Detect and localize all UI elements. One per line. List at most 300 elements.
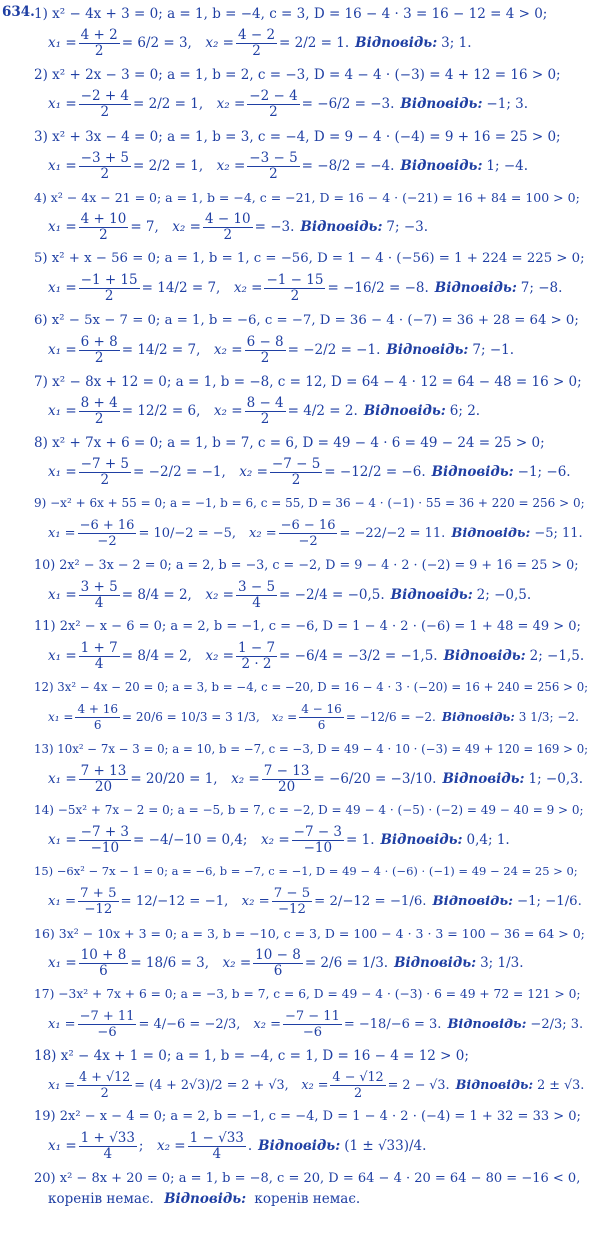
solution-line <box>48 580 531 611</box>
x1-fraction <box>79 396 120 427</box>
numerator: 8 − 4 <box>246 394 284 411</box>
denominator: 2 · 2 <box>241 656 272 672</box>
x1-label: x₁ = <box>48 894 77 910</box>
solution-line <box>48 702 579 733</box>
answer-label: Відповідь: <box>432 894 513 910</box>
equation-text: 10) 2x² − 3x − 2 = 0; a = 2, b = −3, c = −2, D = 9 − 4 · 2 · (−2) = 9 + 16 = 25 > 0; <box>34 557 579 573</box>
equation-text: 14) −5x² + 7x − 2 = 0; a = −5, b = 7, c = −2, D = 49 − 4 · (−5) · (−2) = 49 − 40 = 9 > 0; <box>34 802 584 817</box>
numerator: 4 − 2 <box>237 27 276 43</box>
numerator: 4 + 2 <box>80 27 118 43</box>
spacer <box>226 464 240 480</box>
answer-value: 7; −3. <box>386 218 429 235</box>
denominator: −2 <box>298 534 318 550</box>
x2-fraction <box>253 948 303 979</box>
numerator: −7 + 5 <box>80 456 130 473</box>
x2-label: x₂ = <box>239 464 268 481</box>
x2-result: = 2 − √3. <box>387 1078 450 1094</box>
answer-label: Відповідь: <box>447 1016 527 1032</box>
denominator: −12 <box>277 902 306 918</box>
answer-value: 1; −4. <box>486 157 529 174</box>
equation-line <box>34 558 579 573</box>
x2-result: = −6/20 = −3/10. <box>313 770 437 787</box>
solution-line <box>48 28 471 59</box>
solution-line <box>48 825 510 856</box>
numerator: 7 − 13 <box>263 762 310 779</box>
numerator: 10 + 8 <box>80 946 127 963</box>
x1-result: = 2/2 = 1, <box>133 157 204 174</box>
equation-line <box>34 129 561 145</box>
x1-fraction <box>79 1131 137 1162</box>
numerator: 1 − √33 <box>189 1130 244 1147</box>
solution-line <box>48 89 528 120</box>
answer-label: Відповідь: <box>394 954 477 971</box>
x1-label: x₁ = <box>48 586 77 603</box>
answer-value: −1; 3. <box>486 96 529 113</box>
denominator: 2 <box>94 410 104 427</box>
numerator: 6 − 8 <box>246 333 284 350</box>
equation-text: 2) x² + 2x − 3 = 0; a = 1, b = 2, c = −3, D = 4 − 4 · (−3) = 4 + 12 = 16 > 0; <box>34 67 561 84</box>
equation-line <box>34 803 584 817</box>
x2-result: = −12/2 = −6. <box>324 464 426 481</box>
denominator: 2 <box>100 472 110 489</box>
spacer <box>236 526 249 541</box>
spacer <box>209 955 223 971</box>
equation-text: 20) x² − 8x + 20 = 0; a = 1, b = −8, c = 20, D = 64 − 4 · 20 = 64 − 80 = −16 < 0, <box>34 1170 581 1186</box>
numerator: 1 − 7 <box>237 640 276 656</box>
denominator: 2 <box>269 165 278 182</box>
solution-line <box>48 886 582 917</box>
x1-fraction <box>79 212 129 243</box>
x2-label: x₂ = <box>249 526 277 542</box>
x1-result: = 8/4 = 2, <box>121 648 192 664</box>
x2-result: = 1. <box>346 831 375 848</box>
x1-label: x₁ = <box>48 831 77 848</box>
numerator: −7 − 5 <box>271 456 321 473</box>
x1-fraction <box>79 457 131 488</box>
x1-result: = −2/2 = −1, <box>133 464 226 481</box>
x2-fraction <box>299 702 344 733</box>
equation-text: 13) 10x² − 7x − 3 = 0; a = 10, b = −7, c = −3, D = 49 − 4 · 10 · (−3) = 49 + 120 = 169 > 0; <box>34 741 589 756</box>
equation-line <box>34 987 581 1001</box>
denominator: 4 <box>94 656 104 672</box>
x2-fraction <box>330 1070 385 1101</box>
denominator: 2 <box>100 1086 109 1102</box>
denominator: 4 <box>103 1146 113 1163</box>
answer-label: Відповідь: <box>451 526 531 542</box>
denominator: 2 <box>353 1086 363 1102</box>
x1-label: x₁ = <box>48 218 77 235</box>
x1-label: x₁ = <box>48 526 76 542</box>
equation-text: 4) x² − 4x − 21 = 0; a = 1, b = −4, c = −21, D = 16 − 4 · (−21) = 16 + 84 = 100 > 0; <box>34 189 580 205</box>
denominator: 4 <box>94 594 104 611</box>
numerator: 4 + 10 <box>80 210 127 227</box>
spacer <box>192 587 206 603</box>
spacer <box>192 648 206 664</box>
denominator: 2 <box>100 165 110 182</box>
solution-line <box>48 1070 584 1101</box>
x1-result: ; <box>138 1138 144 1155</box>
denominator: 2 <box>94 349 104 366</box>
solution-line <box>48 457 571 488</box>
x2-fraction <box>245 335 286 366</box>
x1-fraction <box>79 273 140 304</box>
denominator: 6 <box>317 718 326 733</box>
denominator: 2 <box>223 226 233 243</box>
x2-label: x₂ = <box>241 894 270 910</box>
x1-result: = 18/6 = 3, <box>130 954 210 971</box>
spacer <box>260 710 272 724</box>
solution-line <box>48 1009 583 1040</box>
answer-value: 0,4; 1. <box>466 831 510 848</box>
x2-fraction <box>247 151 299 182</box>
x2-label: x₂ = <box>172 218 201 235</box>
equation-text: 8) x² + 7x + 6 = 0; a = 1, b = 7, c = 6, D = 49 − 4 · 6 = 49 − 24 = 25 > 0; <box>34 435 545 452</box>
x2-label: x₂ = <box>261 831 290 848</box>
numerator: −7 + 11 <box>79 1008 135 1024</box>
numerator: −6 + 16 <box>79 518 135 534</box>
answer-value: (1 ± √33)/4. <box>344 1138 427 1155</box>
answer-value: 3 1/3; −2. <box>518 710 579 725</box>
numerator: 1 + √33 <box>80 1130 135 1147</box>
denominator: 2 <box>290 288 300 305</box>
x2-fraction <box>236 580 277 611</box>
answer-value: 1; −0,3. <box>528 770 583 787</box>
answer-label: Відповідь: <box>355 35 438 51</box>
spacer <box>289 1078 302 1093</box>
x2-label: x₂ = <box>253 1016 281 1032</box>
numerator: −6 − 16 <box>280 518 336 534</box>
x2-fraction <box>272 886 312 917</box>
denominator: −10 <box>90 839 120 856</box>
task-header <box>2 4 35 20</box>
equation-line <box>34 1109 581 1124</box>
spacer <box>192 35 206 51</box>
denominator: 2 <box>252 43 261 59</box>
solution-line <box>48 641 584 672</box>
equation-text: 5) x² + x − 56 = 0; a = 1, b = 1, c = −56, D = 1 − 4 · (−56) = 1 + 224 = 225 > 0; <box>34 251 585 267</box>
x2-result: = −12/6 = −2. <box>345 710 436 725</box>
x2-fraction <box>270 457 322 488</box>
x1-result: = 20/6 = 10/3 = 3 1/3, <box>122 710 260 725</box>
equation-text: 6) x² − 5x − 7 = 0; a = 1, b = −6, c = −7, D = 36 − 4 · (−7) = 36 + 28 = 64 > 0; <box>34 312 579 328</box>
denominator: 2 <box>260 349 270 366</box>
numerator: 3 − 5 <box>237 578 276 595</box>
x2-result: = −2/2 = −1. <box>287 341 381 358</box>
x1-fraction <box>79 151 131 182</box>
x1-fraction <box>78 518 137 549</box>
numerator: −2 + 4 <box>80 88 130 105</box>
x2-result: = 2/6 = 1/3. <box>304 954 389 971</box>
spacer <box>228 894 241 909</box>
x2-label: x₂ = <box>205 648 234 664</box>
x1-label: x₁ = <box>48 710 74 725</box>
numerator: −1 − 15 <box>266 272 324 289</box>
spacer <box>203 158 217 174</box>
denominator: 2 <box>94 43 104 59</box>
equation-line <box>34 6 547 22</box>
numerator: −1 + 15 <box>80 272 138 289</box>
answer-label: Відповідь: <box>363 402 446 419</box>
denominator: −2 <box>97 534 117 550</box>
equation-text: 3) x² + 3x − 4 = 0; a = 1, b = 3, c = −4, D = 9 − 4 · (−4) = 9 + 16 = 25 > 0; <box>34 128 561 145</box>
numerator: 7 + 13 <box>80 762 127 779</box>
equation-line <box>34 680 588 694</box>
denominator: −6 <box>302 1024 322 1040</box>
numerator: −7 + 3 <box>80 823 130 840</box>
x1-label: x₁ = <box>48 954 77 971</box>
answer-value: коренів немає. <box>254 1190 361 1207</box>
x1-fraction <box>79 825 131 856</box>
numerator: −2 − 4 <box>249 88 298 105</box>
answer-label: Відповідь: <box>441 710 515 725</box>
solution-line <box>48 273 562 304</box>
x2-fraction <box>247 89 299 120</box>
x1-result: = 12/2 = 6, <box>121 402 201 419</box>
x1-result: = 20/20 = 1, <box>130 770 218 787</box>
x2-label: x₂ = <box>301 1078 329 1094</box>
equation-line <box>34 742 588 756</box>
x1-result: = 12/−12 = −1, <box>120 894 229 910</box>
answer-label: Відповідь: <box>386 341 469 358</box>
x1-fraction <box>79 28 120 59</box>
x1-fraction <box>79 948 129 979</box>
x2-fraction <box>283 1009 342 1040</box>
x1-label: x₁ = <box>48 157 77 174</box>
x2-result: = 2/−12 = −1/6. <box>314 894 427 910</box>
answer-value: 7; −1. <box>472 341 515 358</box>
spacer <box>200 403 214 419</box>
x2-label: x₂ = <box>231 770 260 787</box>
spacer <box>218 771 232 787</box>
x2-fraction <box>236 28 277 59</box>
x1-result: = 2/2 = 1, <box>133 96 204 113</box>
equation-line <box>34 435 545 451</box>
x1-result: = (4 + 2√3)/2 = 2 + √3, <box>134 1078 289 1094</box>
numerator: −7 − 11 <box>284 1008 340 1024</box>
spacer <box>203 96 217 112</box>
x2-label: x₂ = <box>205 35 234 51</box>
x1-label: x₁ = <box>48 96 77 113</box>
answer-label: Відповідь: <box>390 586 473 603</box>
equation-line <box>34 1048 469 1064</box>
numerator: 1 + 7 <box>80 640 118 656</box>
x2-label: x₂ = <box>156 1138 186 1155</box>
answer-label: Відповідь: <box>455 1078 534 1094</box>
x2-result: = 2/2 = 1. <box>279 35 350 51</box>
equation-text: 1) x² − 4x + 3 = 0; a = 1, b = −4, c = 3, D = 16 − 4 · 3 = 16 − 12 = 4 > 0; <box>34 6 548 22</box>
x1-label: x₁ = <box>48 35 77 51</box>
answer-value: −5; 11. <box>534 526 583 542</box>
x1-result: = 10/−2 = −5, <box>138 526 237 542</box>
answer-value: 7; −8. <box>520 280 563 297</box>
answer-value: 6; 2. <box>449 402 481 419</box>
denominator: 4 <box>212 1146 222 1163</box>
denominator: 2 <box>260 410 270 427</box>
x2-label: x₂ = <box>233 280 263 297</box>
x2-label: x₂ = <box>213 402 243 419</box>
x2-label: x₂ = <box>216 96 246 113</box>
numerator: 10 − 8 <box>255 946 301 963</box>
x2-label: x₂ = <box>213 341 243 358</box>
answer-label: Відповідь: <box>434 280 517 297</box>
x1-result: = 7, <box>130 218 159 235</box>
x1-result: = 4/−6 = −2/3, <box>138 1016 241 1032</box>
equation-line <box>34 496 585 510</box>
x1-label: x₁ = <box>48 464 77 481</box>
x2-fraction <box>264 273 325 304</box>
x2-label: x₂ = <box>205 586 234 603</box>
numerator: 4 + √12 <box>79 1070 131 1086</box>
x1-result: = 14/2 = 7, <box>121 341 201 358</box>
x2-fraction <box>245 396 286 427</box>
solution-line <box>48 335 514 366</box>
x2-fraction <box>236 641 277 672</box>
x1-fraction <box>79 580 120 611</box>
answer-value: 2 ± √3. <box>537 1078 585 1094</box>
solution-line <box>48 396 480 427</box>
equation-line <box>34 313 579 328</box>
denominator: 4 <box>252 594 261 611</box>
solution-line <box>48 948 524 979</box>
denominator: 6 <box>93 718 102 733</box>
numerator: 4 − √12 <box>332 1070 384 1086</box>
denominator: 20 <box>277 778 296 795</box>
x2-result: . <box>247 1138 253 1155</box>
answer-label: Відповідь: <box>442 770 525 787</box>
denominator: −10 <box>303 839 333 856</box>
x2-result: = −18/−6 = 3. <box>343 1016 442 1032</box>
answer-label: Відповідь: <box>400 157 483 174</box>
x1-label: x₁ = <box>48 1016 76 1032</box>
x1-fraction <box>78 886 118 917</box>
equation-text: 11) 2x² − x − 6 = 0; a = 2, b = −1, c = −6, D = 1 − 4 · 2 · (−6) = 1 + 48 = 49 > 0; <box>34 619 581 634</box>
answer-value: 2; −0,5. <box>476 586 532 603</box>
equation-line <box>34 619 581 634</box>
x2-fraction <box>203 212 253 243</box>
denominator: 2 <box>99 226 108 243</box>
equation-text: 19) 2x² − x − 4 = 0; a = 2, b = −1, c = −4, D = 1 − 4 · 2 · (−4) = 1 + 32 = 33 > 0; <box>34 1109 581 1125</box>
answer-label: Відповідь: <box>164 1190 247 1207</box>
denominator: 6 <box>273 962 283 979</box>
answer-label: Відповідь: <box>300 218 383 235</box>
answer-label: Відповідь: <box>400 96 483 113</box>
solution-line <box>48 1191 360 1207</box>
answer-value: 3; 1/3. <box>480 954 524 971</box>
answer-label: Відповідь: <box>443 648 526 664</box>
x1-result: = 6/2 = 3, <box>121 35 192 51</box>
equation-line <box>34 251 585 266</box>
equation-line <box>34 190 580 205</box>
x2-result: = −6/2 = −3. <box>301 96 395 113</box>
x1-result: = 14/2 = 7, <box>141 280 221 297</box>
numerator: 4 − 16 <box>301 702 342 717</box>
x2-result: = −22/−2 = 11. <box>339 526 446 542</box>
answer-label: Відповідь: <box>380 831 463 848</box>
spacer <box>220 280 234 296</box>
answer-value: −2/3; 3. <box>530 1016 584 1032</box>
equation-text: 15) −6x² − 7x − 1 = 0; a = −6, b = −7, c = −1, D = 49 − 4 · (−6) · (−1) = 49 − 24 = 25 > 0; <box>34 864 578 879</box>
denominator: 2 <box>104 288 114 305</box>
spacer <box>200 342 214 358</box>
x2-fraction <box>262 764 312 795</box>
x1-label: x₁ = <box>48 770 77 787</box>
spacer <box>143 1138 157 1154</box>
x1-fraction <box>79 641 120 672</box>
x2-result: = −16/2 = −8. <box>327 280 429 297</box>
spacer <box>159 219 173 235</box>
no-roots-text: коренів немає. <box>48 1190 154 1207</box>
denominator: 6 <box>99 962 108 979</box>
x1-fraction <box>79 335 120 366</box>
numerator: −7 − 3 <box>293 823 343 840</box>
x1-fraction <box>77 1070 132 1101</box>
solution-line <box>48 1131 426 1162</box>
denominator: 20 <box>94 778 113 795</box>
task-number: 634. <box>2 4 35 20</box>
denominator: 2 <box>291 472 301 489</box>
x1-result: = 8/4 = 2, <box>121 586 192 603</box>
answer-value: −1; −6. <box>517 464 571 481</box>
numerator: −3 − 5 <box>249 149 298 166</box>
solution-line <box>48 764 583 795</box>
equation-text: 17) −3x² + 7x + 6 = 0; a = −3, b = 7, c = 6, D = 49 − 4 · (−3) · 6 = 49 + 72 = 121 > 0; <box>34 986 581 1001</box>
answer-label: Відповідь: <box>258 1138 341 1155</box>
solution-line <box>48 518 583 549</box>
x1-label: x₁ = <box>48 648 77 664</box>
equation-text: 9) −x² + 6x + 55 = 0; a = −1, b = 6, c = 55, D = 36 − 4 · (−1) · 55 = 36 + 220 = 256 > 0; <box>34 496 585 511</box>
denominator: −12 <box>84 902 113 918</box>
numerator: 6 + 8 <box>80 333 118 350</box>
x1-label: x₁ = <box>48 402 77 419</box>
answer-value: 2; −1,5. <box>529 648 585 664</box>
x2-label: x₂ = <box>271 710 298 725</box>
denominator: 2 <box>269 104 278 121</box>
equation-text: 18) x² − 4x + 1 = 0; a = 1, b = −4, c = 1, D = 16 − 4 = 12 > 0; <box>34 1048 469 1065</box>
equation-text: 12) 3x² − 4x − 20 = 0; a = 3, b = −4, c = −20, D = 16 − 4 · 3 · (−20) = 16 + 240 = 256 > 0; <box>34 680 589 695</box>
answer-value: 3; 1. <box>441 35 472 51</box>
x2-result: = 4/2 = 2. <box>287 402 358 419</box>
numerator: 3 + 5 <box>80 578 118 595</box>
spacer <box>240 1017 253 1032</box>
equation-line <box>34 864 578 878</box>
x2-result: = −6/4 = −3/2 = −1,5. <box>279 648 438 664</box>
solution-line <box>48 212 428 243</box>
x2-label: x₂ = <box>222 954 252 971</box>
x1-fraction <box>78 1009 137 1040</box>
answer-value: −1; −1/6. <box>516 894 582 910</box>
numerator: 7 + 5 <box>80 886 117 902</box>
x1-fraction <box>75 702 120 733</box>
x2-fraction <box>279 518 338 549</box>
numerator: −3 + 5 <box>80 149 130 166</box>
answer-label: Відповідь: <box>431 464 514 481</box>
x2-label: x₂ = <box>216 157 246 174</box>
x1-result: = −4/−10 = 0,4; <box>133 831 248 848</box>
numerator: 8 + 4 <box>80 394 118 411</box>
x1-label: x₁ = <box>48 1078 76 1094</box>
numerator: 4 + 16 <box>77 702 119 717</box>
equation-line <box>34 1171 580 1186</box>
equation-line <box>34 67 561 83</box>
x1-label: x₁ = <box>48 341 77 358</box>
equation-line <box>34 374 582 390</box>
solution-line <box>48 151 528 182</box>
x2-fraction <box>188 1131 246 1162</box>
x1-fraction <box>79 764 129 795</box>
denominator: −6 <box>97 1024 117 1040</box>
denominator: 2 <box>100 104 110 121</box>
x2-result: = −2/4 = −0,5. <box>279 586 385 603</box>
